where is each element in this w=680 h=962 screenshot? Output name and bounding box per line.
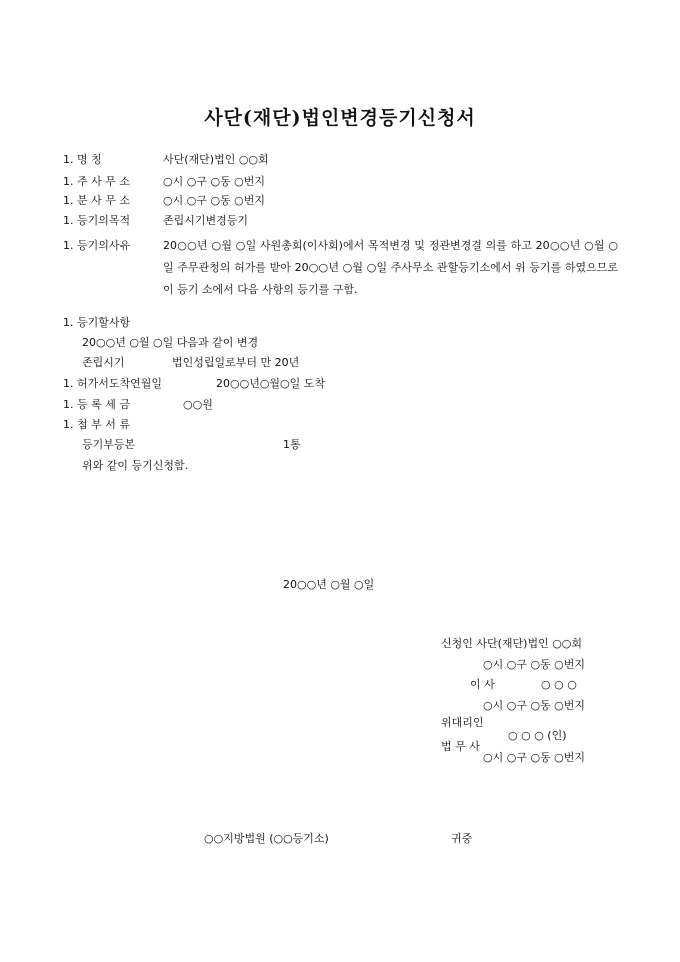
director-name: ○ ○ ○	[541, 678, 577, 691]
item-matters-label: 1. 등기할사항	[63, 316, 131, 329]
agent-title: 법 무 사	[441, 740, 480, 753]
attachment-count: 1통	[283, 438, 301, 451]
item-name-label: 1. 명 칭	[63, 153, 102, 166]
item-branch-office-value: ○시 ○구 ○동 ○번지	[163, 194, 266, 207]
document-title: 사단(재단)법인변경등기신청서	[204, 107, 476, 129]
applicant-line: 신청인 사단(재단)법인 ○○회	[441, 637, 583, 650]
item-matters-line2-value: 법인성립일로부터 만 20년	[172, 356, 300, 369]
item-tax-label: 1. 등 록 세 금	[63, 398, 130, 411]
item-main-office-value: ○시 ○구 ○동 ○번지	[163, 175, 266, 188]
item-purpose-value: 존립시기변경등기	[163, 214, 249, 227]
item-purpose-label: 1. 등기의목적	[63, 214, 131, 227]
item-permit-value: 20○○년○월○일 도착	[216, 377, 326, 390]
agent-address: ○시 ○구 ○동 ○번지	[483, 751, 586, 764]
item-attachments-label: 1. 첨 부 서 류	[63, 418, 130, 431]
item-name-value: 사단(재단)법인 ○○회	[163, 153, 269, 166]
item-reason-label: 1. 등기의사유	[63, 239, 131, 252]
court-name: ○○지방법원 (○○등기소)	[204, 832, 329, 845]
item-main-office-label: 1. 주 사 무 소	[63, 175, 130, 188]
agent-label: 위대리인	[441, 716, 484, 729]
closing-statement: 위와 같이 등기신청함.	[82, 459, 189, 472]
item-matters-line1: 20○○년 ○월 ○일 다음과 같이 변경	[82, 336, 259, 349]
director-address: ○시 ○구 ○동 ○번지	[483, 699, 586, 712]
item-reason-text: 20○○년 ○월 ○일 사원총회(이사회)에서 목적변경 및 정관변경결 의를 하고 20○○년 ○월 ○일 주무관청의 허가를 받아 20○○년 ○월 ○일 주사무소 관할등기소에서 위 등기를 하였으므로 이 등기 소에서 다음 사항의 등기를 구함.	[163, 239, 618, 296]
honorific: 귀중	[451, 832, 473, 845]
applicant-address: ○시 ○구 ○동 ○번지	[483, 658, 586, 671]
item-tax-value: ○○원	[183, 398, 213, 411]
item-matters-line2-label: 존립시기	[82, 356, 125, 369]
director-label: 이 사	[470, 678, 495, 691]
attachment-name: 등기부등본	[82, 438, 136, 451]
agent-name-seal: ○ ○ ○ (인)	[508, 729, 567, 742]
item-permit-label: 1. 허가서도착연월일	[63, 377, 162, 390]
application-date: 20○○년 ○월 ○일	[283, 578, 375, 591]
item-branch-office-label: 1. 분 사 무 소	[63, 194, 130, 207]
